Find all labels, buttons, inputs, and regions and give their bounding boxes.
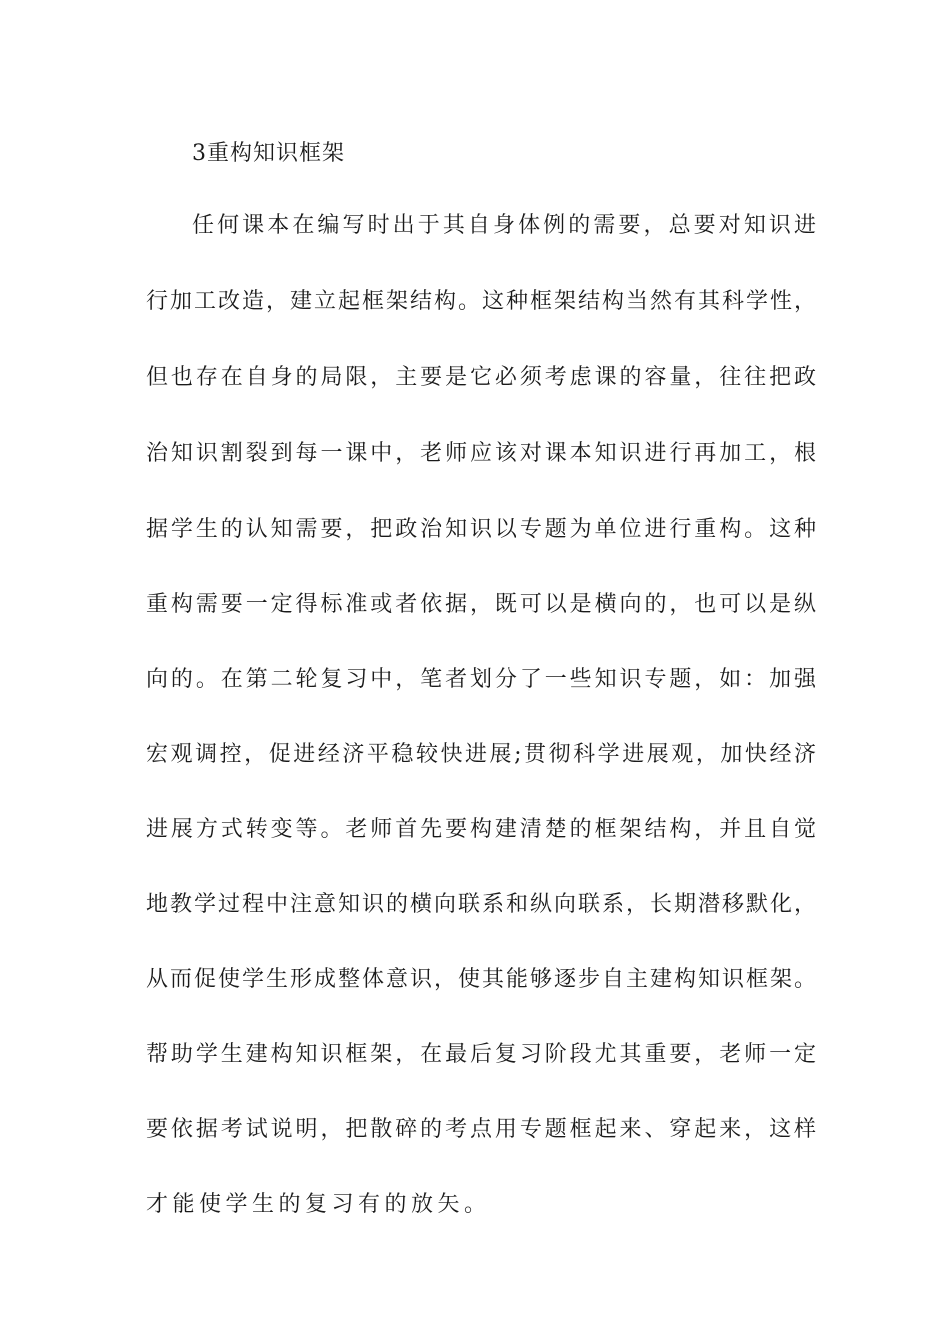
paragraph-line: 要依据考试说明，把散碎的考点用专题框起来、穿起来，这样 xyxy=(146,1117,816,1142)
paragraph-line: 从而促使学生形成整体意识，使其能够逐步自主建构知识框架。 xyxy=(146,967,816,992)
paragraph-line: 任何课本在编写时出于其自身体例的需要，总要对知识进 xyxy=(192,213,816,238)
section-heading: 3重构知识框架 xyxy=(192,141,345,166)
paragraph-line: 向的。在第二轮复习中，笔者划分了一些知识专题，如：加强 xyxy=(146,667,816,692)
paragraph-line: 重构需要一定得标准或者依据，既可以是横向的，也可以是纵 xyxy=(146,592,816,617)
paragraph-line: 地教学过程中注意知识的横向联系和纵向联系，长期潜移默化， xyxy=(146,892,816,917)
paragraph-line: 进展方式转变等。老师首先要构建清楚的框架结构，并且自觉 xyxy=(146,817,816,842)
paragraph-line: 宏观调控，促进经济平稳较快进展;贯彻科学进展观，加快经济 xyxy=(146,742,816,767)
paragraph-line: 但也存在自身的局限，主要是它必须考虑课的容量，往往把政 xyxy=(146,365,816,390)
paragraph-line: 据学生的认知需要，把政治知识以专题为单位进行重构。这种 xyxy=(146,517,816,542)
paragraph-line: 帮助学生建构知识框架，在最后复习阶段尤其重要，老师一定 xyxy=(146,1042,816,1067)
paragraph-line: 行加工改造，建立起框架结构。这种框架结构当然有其科学性， xyxy=(146,289,816,314)
paragraph-line: 才能使学生的复习有的放矢。 xyxy=(146,1192,491,1217)
paragraph-line: 治知识割裂到每一课中，老师应该对课本知识进行再加工，根 xyxy=(146,441,816,466)
